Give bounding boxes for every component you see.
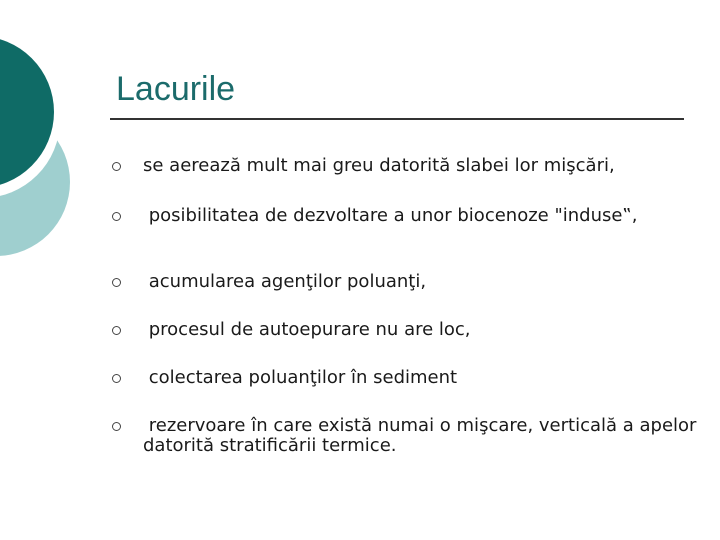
bullet-text: acumularea agenţilor poluanţi, bbox=[143, 271, 427, 292]
bullet-circle-icon bbox=[112, 212, 121, 221]
title-underline bbox=[110, 118, 684, 120]
bullet-text: se aerează mult mai greu datorită slabei lor mişcări, bbox=[143, 155, 615, 176]
bullet-circle-icon bbox=[112, 326, 121, 335]
bullet-circle-icon bbox=[112, 162, 121, 171]
decorative-circles bbox=[0, 0, 120, 300]
bullet-text: rezervoare în care există numai o mişcare, verticală a apelor datorită stratificării termice. bbox=[143, 415, 703, 456]
bullet-circle-icon bbox=[112, 278, 121, 287]
bullet-circle-icon bbox=[112, 374, 121, 383]
bullet-circle-icon bbox=[112, 422, 121, 431]
slide-title: Lacurile bbox=[116, 70, 236, 108]
bullet-text: posibilitatea de dezvoltare a unor biocenoze "induse‟, bbox=[143, 205, 638, 226]
bullet-text: procesul de autoepurare nu are loc, bbox=[143, 319, 471, 340]
bullet-text: colectarea poluanţilor în sediment bbox=[143, 367, 458, 388]
